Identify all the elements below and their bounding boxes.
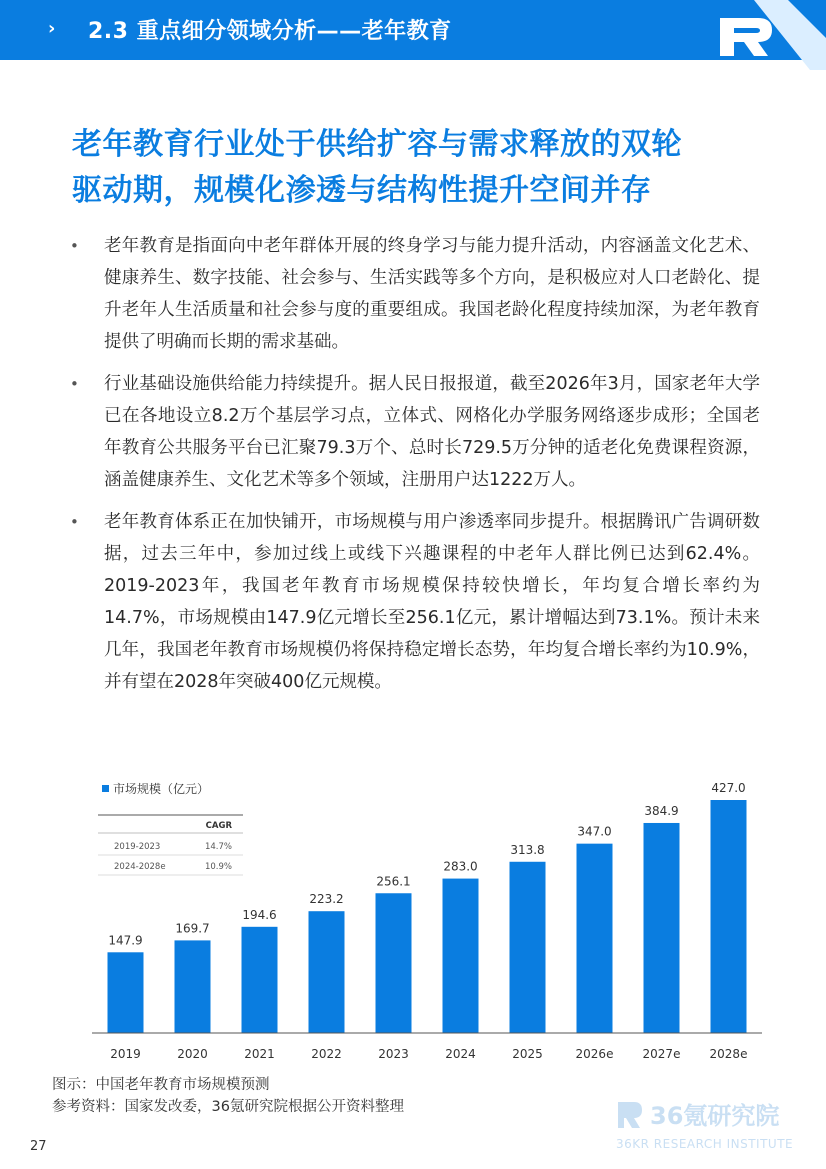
chart-bar xyxy=(242,927,278,1033)
page-number: 27 xyxy=(30,1139,47,1154)
bullet-list xyxy=(70,230,760,708)
watermark-cn: 36氪研究院 xyxy=(650,1102,780,1130)
bullet-item xyxy=(70,230,760,358)
section-title: 2.3 重点细分领域分析——老年教育 xyxy=(88,19,452,44)
bullet-marker: • xyxy=(70,513,79,531)
bullet-item xyxy=(70,368,760,496)
page-headline xyxy=(72,122,772,214)
headline-line-2: 驱动期，规模化渗透与结构性提升空间并存 xyxy=(72,173,652,208)
chart-bar xyxy=(577,844,613,1033)
x-tick-label: 2028e xyxy=(709,1047,748,1061)
watermark-logo xyxy=(612,1094,812,1154)
source-caption: 参考资料：国家发改委，36氪研究院根据公开资料整理 xyxy=(52,1099,404,1115)
cagr-table-rate: 10.9% xyxy=(204,862,232,872)
section-header-bar xyxy=(0,0,826,60)
bar-value-label: 147.9 xyxy=(108,933,143,948)
bullet-item xyxy=(70,506,760,698)
x-tick-label: 2025 xyxy=(512,1047,543,1061)
bullet-marker: • xyxy=(70,375,79,393)
watermark-en: 36KR RESEARCH INSTITUTE xyxy=(616,1137,794,1151)
chart-bar xyxy=(510,862,546,1033)
x-tick-label: 2019 xyxy=(110,1047,141,1061)
chart-bar xyxy=(108,952,144,1033)
chart-bar xyxy=(376,893,412,1033)
chart-bar xyxy=(644,823,680,1033)
bullet-text: 老年教育是指面向中老年群体开展的终身学习与能力提升活动，内容涵盖文化艺术、健康养生、数字技能、社会参与、生活实践等多个方向，是积极应对人口老龄化、提升老年人生活质量和社会参与度的重要组成。我国老龄化程度持续加深，为老年教育提供了明确而长期的需求基础。 xyxy=(104,236,760,352)
x-tick-label: 2027e xyxy=(642,1047,681,1061)
cagr-table-rate: 14.7% xyxy=(204,842,232,852)
cagr-table-period: 2019-2023 xyxy=(114,842,161,852)
chart-bar xyxy=(309,911,345,1033)
bar-value-label: 223.2 xyxy=(309,892,344,907)
bullet-text: 老年教育体系正在加快铺开，市场规模与用户渗透率同步提升。根据腾讯广告调研数据，过去三年中，参加过线上或线下兴趣课程的中老年人群比例已达到62.4%。2019-2023年，我国老年教育市场规模保持较快增长，年均复合增长率约为14.7%，市场规模由147.9亿元增长至256.1亿元，累计增幅达到73.1%。预计未来几年，我国老年教育市场规模仍将保持稳定增长态势，年均复合增长率约为10.9%，并有望在2028年突破400亿元规模。 xyxy=(104,512,760,692)
legend-label: 市场规模（亿元） xyxy=(113,782,210,796)
chevron-right-icon: › xyxy=(48,18,56,39)
x-tick-label: 2023 xyxy=(378,1047,409,1061)
figure-caption: 图示：中国老年教育市场规模预测 xyxy=(52,1077,270,1093)
x-tick-label: 2022 xyxy=(311,1047,342,1061)
cagr-table-header: CAGR xyxy=(205,821,232,831)
chart-bar xyxy=(711,800,747,1033)
bar-value-label: 256.1 xyxy=(376,874,411,889)
market-size-bar-chart xyxy=(90,770,780,1070)
chart-bar xyxy=(443,879,479,1033)
bar-value-label: 384.9 xyxy=(644,803,679,818)
bar-value-label: 194.6 xyxy=(242,907,277,922)
bar-value-label: 283.0 xyxy=(443,859,478,874)
chart-bar xyxy=(175,940,211,1033)
cagr-table-period: 2024-2028e xyxy=(114,862,166,872)
x-tick-label: 2026e xyxy=(575,1047,614,1061)
brand-r-logo xyxy=(706,0,826,70)
x-tick-label: 2021 xyxy=(244,1047,275,1061)
bullet-marker: • xyxy=(70,237,79,255)
x-tick-label: 2024 xyxy=(445,1047,476,1061)
bullet-text: 行业基础设施供给能力持续提升。据人民日报报道，截至2026年3月，国家老年大学已在各地设立8.2万个基层学习点，立体式、网格化办学服务网络逐步成形；全国老年教育公共服务平台已汇聚79.3万个、总时长729.5万分钟的适老化免费课程资源，涵盖健康养生、文化艺术等多个领域，注册用户达1222万人。 xyxy=(104,374,760,490)
bar-value-label: 347.0 xyxy=(577,824,612,839)
bar-value-label: 169.7 xyxy=(175,921,210,936)
x-tick-label: 2020 xyxy=(177,1047,208,1061)
bar-value-label: 427.0 xyxy=(711,781,746,795)
headline-line-1: 老年教育行业处于供给扩容与需求释放的双轮 xyxy=(72,127,682,162)
legend-swatch xyxy=(102,785,109,792)
bar-value-label: 313.8 xyxy=(510,842,545,857)
